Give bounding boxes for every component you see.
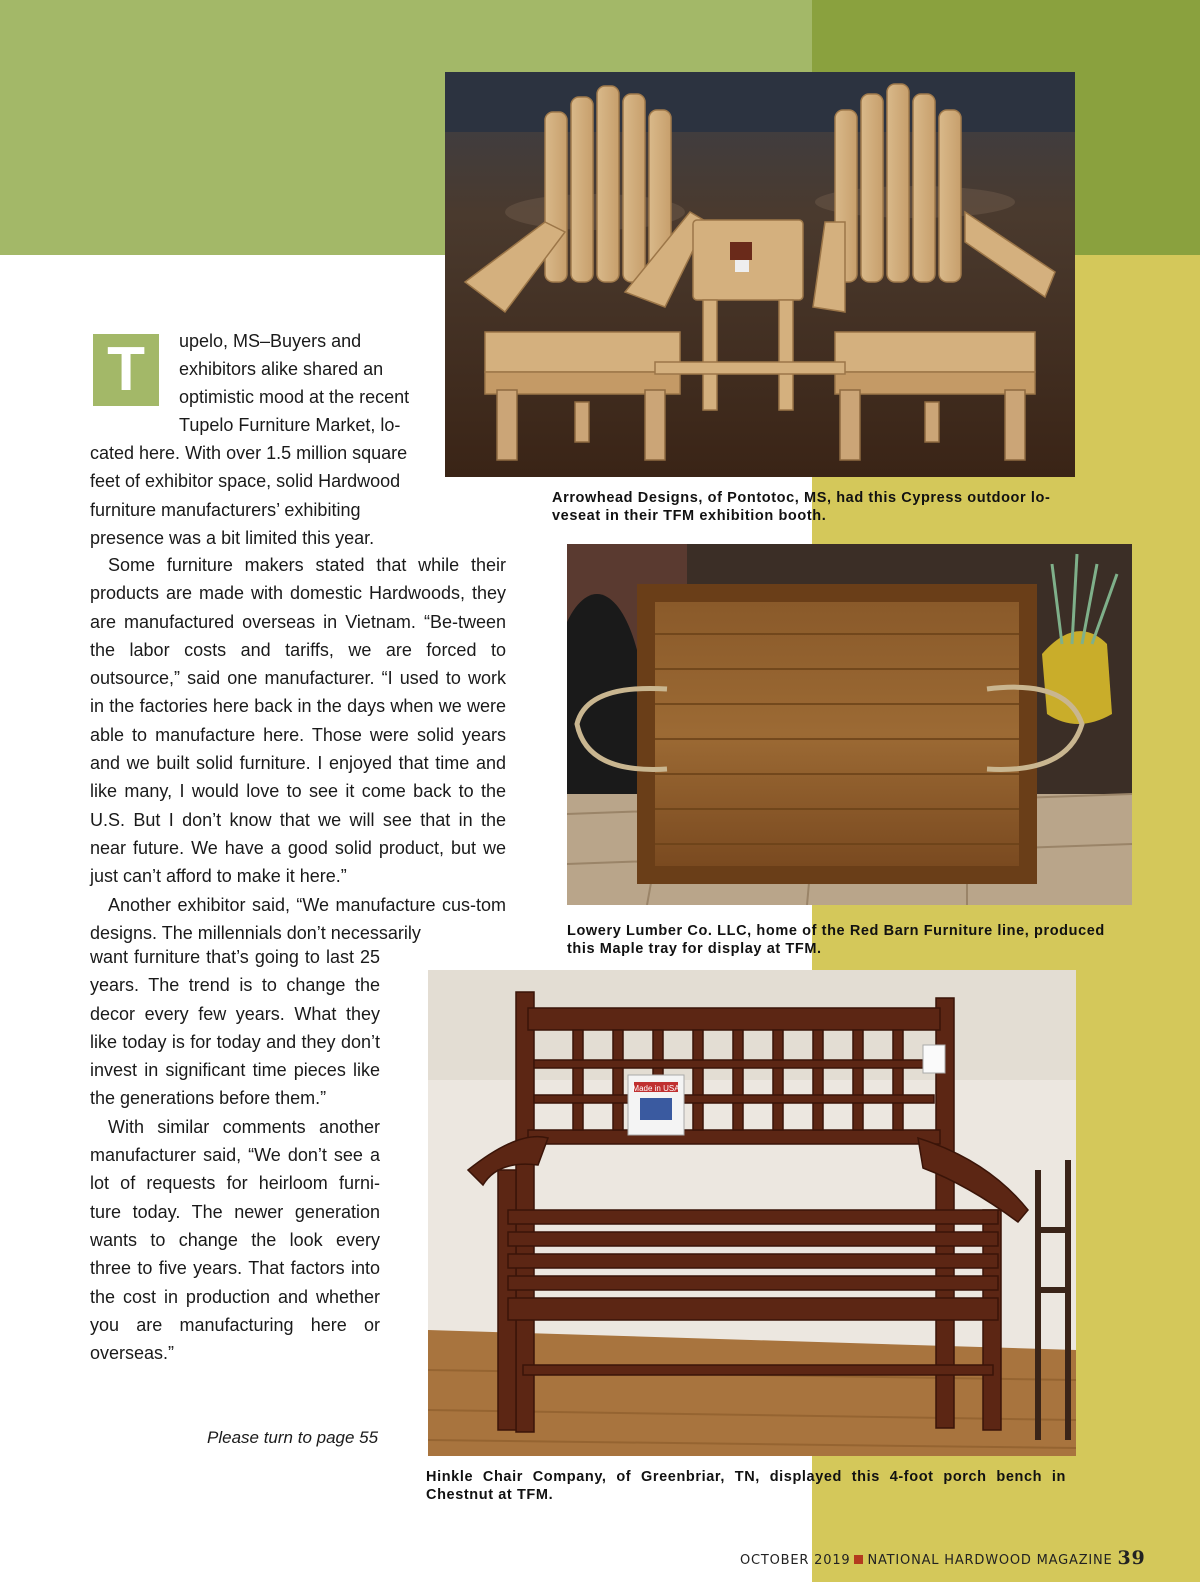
caption-tray: Lowery Lumber Co. LLC, home of the Red Barn Furniture line, produced this Maple tray for display at TFM. <box>567 923 1105 957</box>
article-col-wide <box>90 551 506 947</box>
intro-line-2: exhibitors alike shared an <box>179 359 384 379</box>
footer-magazine: NATIONAL HARDWOOD MAGAZINE <box>867 1553 1113 1568</box>
intro-line-1: upelo, MS–Buyers and <box>179 331 362 351</box>
caption-chairs: Arrowhead Designs, of Pontotoc, MS, had this Cypress outdoor lo-veseat in their TFM exhibition booth. <box>552 490 1051 524</box>
article-para1-text: cated here. With over 1.5 million square feet of exhibitor space, solid Hardwood furniture manufacturers’ exhibiting presence was a bit limited this year. <box>90 443 408 548</box>
continued-note: Please turn to page 55 <box>207 1428 379 1447</box>
tray-tag-text: Made in USA <box>632 1084 680 1093</box>
article-para3-narrow: want furniture that’s going to last 25 years. The trend is to change the decor every few years. What they like today is for today and they don’t invest in significant time pieces like the generations before them.” <box>90 947 380 1109</box>
intro-line-4: Tupelo Furniture Market, lo- <box>179 415 401 435</box>
page-footer <box>740 1547 1146 1569</box>
article-para1-narrow <box>90 439 416 552</box>
article-para2: Some furniture makers stated that while their products are made with domestic Hardwoods, they are manufactured overseas in Vietnam. “Be-tween the labor costs and tariffs, we are forced to outsource,” said one manufacturer. “I used to work in the factories here back in the days when we were able to manufacture here. Those were solid years and we built solid furniture. I enjoyed that time and like many, I would love to see it come back to the U.S. But I don’t know that we will see that in the near future. We have a good solid product, but we just can’t afford to make it here.” <box>90 555 506 887</box>
article-para3-wide: Another exhibitor said, “We manufacture cus-tom designs. The millennials don’t necessarily <box>90 894 506 943</box>
caption-bench: Hinkle Chair Company, of Greenbriar, TN, displayed this 4-foot porch bench in Chestnut at TFM. <box>426 1469 1066 1503</box>
photo-chestnut-bench <box>428 970 1076 1456</box>
article-col-narrow <box>90 943 380 1367</box>
page-number: 39 <box>1117 1547 1146 1569</box>
article-para4: With similar comments another manufacturer said, “We don’t see a lot of requests for heirloom furni-ture today. The newer generation wants to change the look every three to five years. That factors into the cost in production and whether you are manufacturing here or overseas.” <box>90 1116 380 1364</box>
footer-square-icon <box>854 1555 863 1564</box>
footer-issue: OCTOBER 2019 <box>740 1553 851 1568</box>
photo-maple-tray <box>567 544 1132 905</box>
photo-cypress-loveseat <box>445 72 1075 477</box>
drop-cap: T <box>93 334 159 406</box>
intro-line-3: optimistic mood at the recent <box>179 387 410 407</box>
